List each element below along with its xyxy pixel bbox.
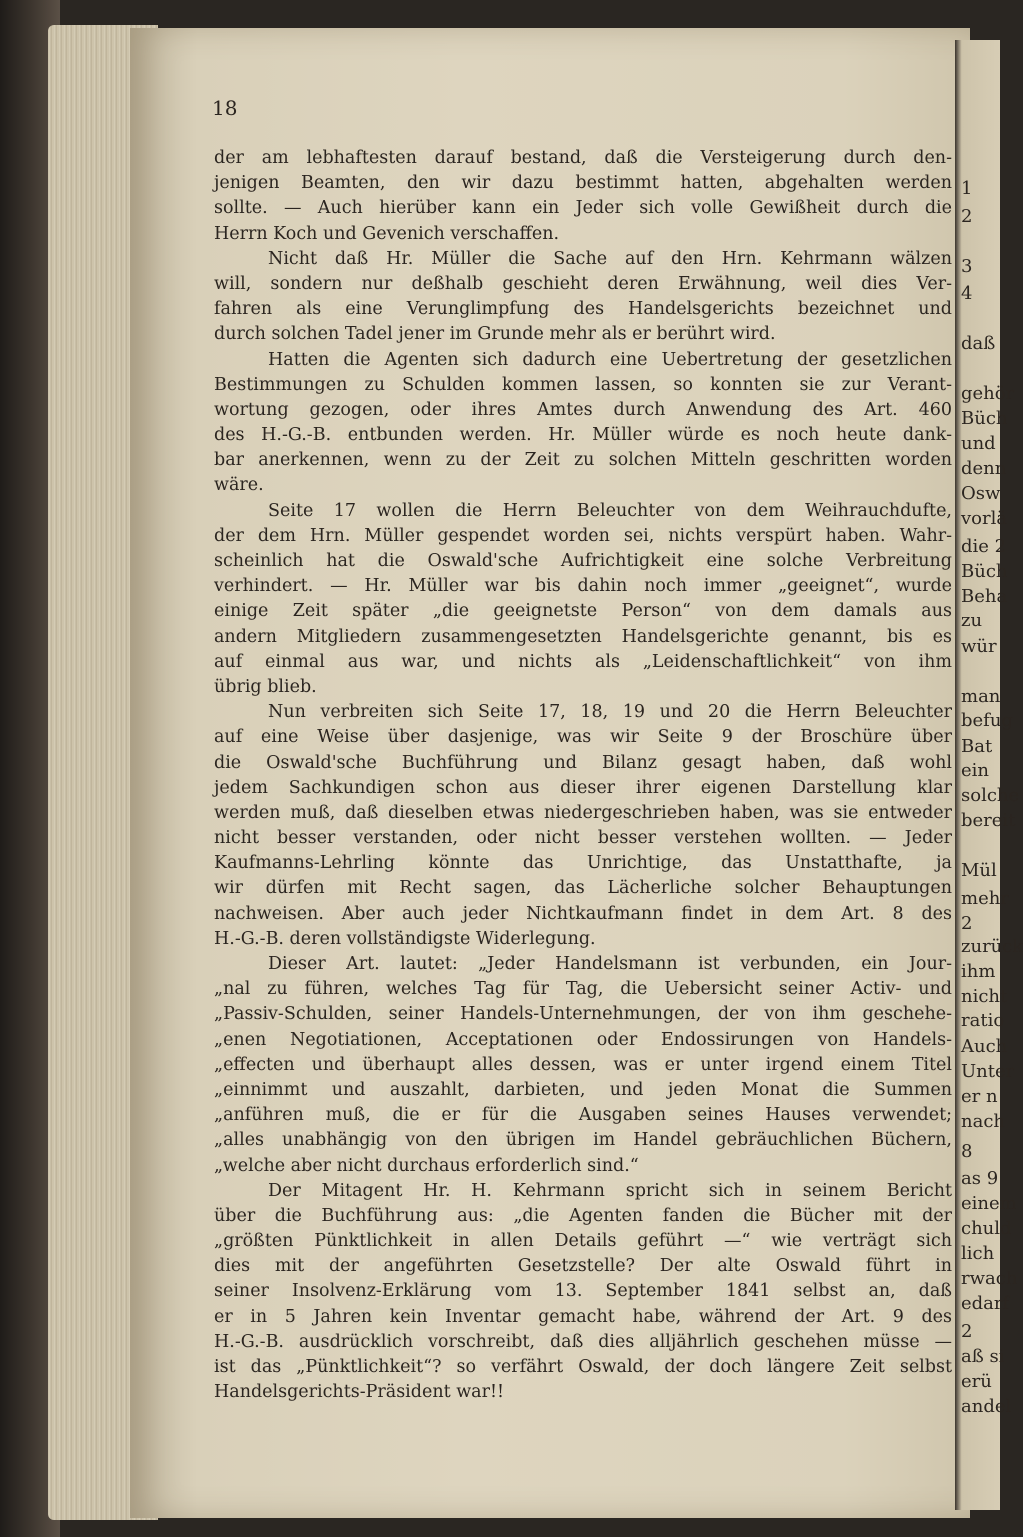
next-page-fragment: Mül: [961, 860, 997, 881]
text-line: seiner Insolvenz-Erklärung vom 13. September 1841 selbst an, daß: [214, 1281, 952, 1302]
text-line: scheinlich hat die Oswald'sche Aufrichtigkeit eine solche Verbreitung: [214, 551, 952, 571]
text-line: dies mit der angeführten Gesetzstelle? Der alte Oswald führt in: [214, 1256, 952, 1277]
next-page-fragment: nach: [961, 1111, 1005, 1132]
text-line: H.-G.-B. deren vollständigste Widerlegung.: [214, 928, 596, 949]
next-page-fragment: lich: [961, 1243, 995, 1264]
text-line: Handelsgerichts-Präsident war!!: [214, 1382, 505, 1403]
text-line: wir dürfen mit Recht sagen, das Lächerliche solcher Behauptungen: [214, 878, 952, 899]
next-page-fragment: andel: [961, 1396, 1012, 1417]
text-line: „Passiv-Schulden, seiner Handels-Unternehmungen, der von ihm geschehe-: [214, 1004, 952, 1025]
next-page-fragment: er n: [961, 1086, 998, 1107]
text-line: nicht besser verstanden, oder nicht besser verstehen wollten. — Jeder: [214, 828, 952, 849]
text-line: auf einmal aus war, und nichts als „Leidenschaftlichkeit“ von ihm: [214, 651, 952, 672]
next-page-fragment: und: [961, 433, 996, 454]
text-line: Kaufmanns-Lehrling könnte das Unrichtige, das Unstatthafte, ja: [214, 853, 952, 874]
next-page-fragment: ein: [961, 760, 990, 781]
next-page-fragment: erü: [961, 1371, 992, 1392]
next-page-fragment: Bat: [961, 736, 993, 757]
text-line: Hatten die Agenten sich dadurch eine Uebertretung der gesetzlichen: [268, 349, 952, 370]
next-page-fragment: man: [961, 686, 1001, 707]
page-number: 18: [212, 96, 238, 120]
text-line: Herrn Koch und Gevenich verschaffen.: [214, 223, 560, 244]
text-line: „welche aber nicht durchaus erforderlich sind.“: [214, 1155, 639, 1176]
next-page-fragment: daß: [961, 333, 996, 354]
next-page-fragment: solche: [961, 785, 1020, 806]
text-line: ist das „Pünktlichkeit“? so verfährt Oswald, der doch längere Zeit selbst: [214, 1357, 952, 1377]
text-line: wortung gezogen, oder ihres Amtes durch Anwendung des Art. 460: [214, 399, 952, 420]
next-page-fragment: wür: [961, 636, 997, 657]
next-page-fragment: einem: [961, 1193, 1017, 1214]
text-line: bar anerkennen, wenn zu der Zeit zu solchen Mitteln geschritten worden: [214, 450, 952, 471]
next-page-fragment: aß si: [961, 1346, 1005, 1367]
text-line: Bestimmungen zu Schulden kommen lassen, so konnten sie zur Verant-: [214, 374, 952, 395]
next-page-fragment: die 2: [961, 536, 1007, 557]
text-line: des H.-G.-B. entbunden werden. Hr. Müller würde es noch heute dank-: [214, 425, 952, 446]
text-line: übrig blieb.: [214, 676, 317, 697]
next-page-fragment: 4: [961, 283, 973, 304]
text-line: will, sondern nur deßhalb geschieht deren Erwähnung, weil dies Ver-: [214, 273, 952, 294]
text-line: Nicht daß Hr. Müller die Sache auf den Hrn. Kehrmann wälzen: [268, 248, 952, 269]
next-page-fragment: as 9: [961, 1168, 999, 1189]
text-line: die Oswald'sche Buchführung und Bilanz gesagt haben, daß wohl: [214, 752, 952, 773]
next-page-fragment: ihm: [961, 961, 996, 982]
text-line: wäre.: [214, 475, 264, 496]
text-line: der am lebhaftesten darauf bestand, daß die Versteigerung durch den-: [214, 148, 952, 168]
next-page-fragment: Auch: [961, 1036, 1008, 1057]
text-line: „alles unabhängig von den übrigen im Handel gebräuchlichen Büchern,: [214, 1130, 952, 1151]
next-page-fragment: 2: [961, 206, 973, 227]
next-page-fragment: chuld: [961, 1218, 1012, 1239]
text-line: H.-G.-B. ausdrücklich vorschreibt, daß dies alljährlich geschehen müsse —: [214, 1331, 952, 1352]
next-page-fragment: bereit: [961, 810, 1016, 831]
next-page-fragment: 3: [961, 256, 973, 277]
text-line: der dem Hrn. Müller gespendet worden sei, nichts verspürt haben. Wahr-: [214, 525, 952, 546]
next-page-fragment: Büch: [961, 408, 1008, 429]
next-page-fragment: ratio: [961, 1010, 1005, 1031]
next-page-fragment: gehör: [961, 383, 1015, 404]
next-page-fragment: Unter: [961, 1061, 1015, 1082]
text-line: Seite 17 wollen die Herrn Beleuchter von dem Weihrauchdufte,: [268, 500, 952, 521]
text-line: Der Mitagent Hr. H. Kehrmann spricht sich in seinem Bericht: [268, 1180, 952, 1201]
text-line: „anführen muß, die er für die Ausgaben seines Hauses verwendet;: [214, 1105, 952, 1126]
next-page-fragment: Büch: [961, 561, 1008, 582]
text-line: einige Zeit später „die geeignetste Person“ von dem damals aus: [214, 601, 952, 622]
text-line: verhindert. — Hr. Müller war bis dahin noch immer „geeignet“, wurde: [214, 576, 952, 597]
text-line: fahren als eine Verunglimpfung des Handelsgerichts bezeichnet und: [214, 299, 952, 320]
next-page-fragment: 2: [961, 1321, 973, 1342]
text-line: über die Buchführung aus: „die Agenten fanden die Bücher mit der: [214, 1205, 952, 1226]
next-page-fragment: mehr: [961, 888, 1009, 909]
text-line: „effecten und überhaupt alles dessen, was er unter irgend einem Titel: [214, 1054, 952, 1075]
text-line: „größten Pünktlichkeit in allen Details geführt —“ wie verträgt sich: [214, 1231, 952, 1252]
text-line: „einnimmt und auszahlt, darbieten, und jeden Monat die Summen: [214, 1079, 952, 1100]
next-page-fragment: nicht: [961, 986, 1008, 1007]
text-line: jenigen Beamten, den wir dazu bestimmt hatten, abgehalten werden: [214, 173, 952, 194]
text-line: durch solchen Tadel jener im Grunde mehr als er berührt wird.: [214, 324, 776, 345]
next-page-fragment: befug: [961, 710, 1013, 731]
next-page-fragment: Osw: [961, 483, 1001, 504]
text-line: werden muß, daß dieselben etwas niedergeschrieben haben, was sie entweder: [214, 802, 952, 823]
next-page-fragment: 8: [961, 1141, 973, 1162]
next-page-edge: [955, 40, 1023, 1510]
text-line: andern Mitgliedern zusammengesetzten Handelsgerichte genannt, bis es: [214, 626, 952, 647]
text-line: nachweisen. Aber auch jeder Nichtkaufmann findet in dem Art. 8 des: [214, 903, 952, 924]
text-line: „enen Negotiationen, Acceptationen oder Endossirungen von Handels-: [214, 1029, 952, 1050]
text-line: Dieser Art. lautet: „Jeder Handelsmann ist verbunden, ein Jour-: [268, 954, 952, 974]
next-page-fragment: vorlä: [961, 508, 1008, 529]
next-page-fragment: Beha: [961, 586, 1008, 607]
next-page-fragment: edarf: [961, 1293, 1010, 1314]
next-page-fragment: 1: [961, 178, 973, 199]
next-page-fragment: rwach: [961, 1268, 1018, 1289]
next-page-fragment: zu: [961, 610, 983, 631]
text-line: auf eine Weise über dasjenige, was wir Seite 9 der Broschüre über: [214, 727, 952, 748]
text-line: er in 5 Jahren kein Inventar gemacht habe, während der Art. 9 des: [214, 1306, 952, 1327]
next-page-fragment: 2: [961, 913, 973, 934]
next-page-fragment: zurück: [961, 936, 1023, 957]
next-page-fragment: denn: [961, 458, 1007, 479]
text-line: „nal zu führen, welches Tag für Tag, die Uebersicht seiner Activ- und: [214, 979, 952, 1000]
text-line: jedem Sachkundigen schon aus dieser ihrer eigenen Darstellung klar: [214, 777, 952, 798]
body-text: [214, 146, 952, 1405]
text-line: sollte. — Auch hierüber kann ein Jeder sich volle Gewißheit durch die: [214, 198, 952, 219]
text-line: Nun verbreiten sich Seite 17, 18, 19 und 20 die Herrn Beleuchter: [268, 702, 952, 723]
